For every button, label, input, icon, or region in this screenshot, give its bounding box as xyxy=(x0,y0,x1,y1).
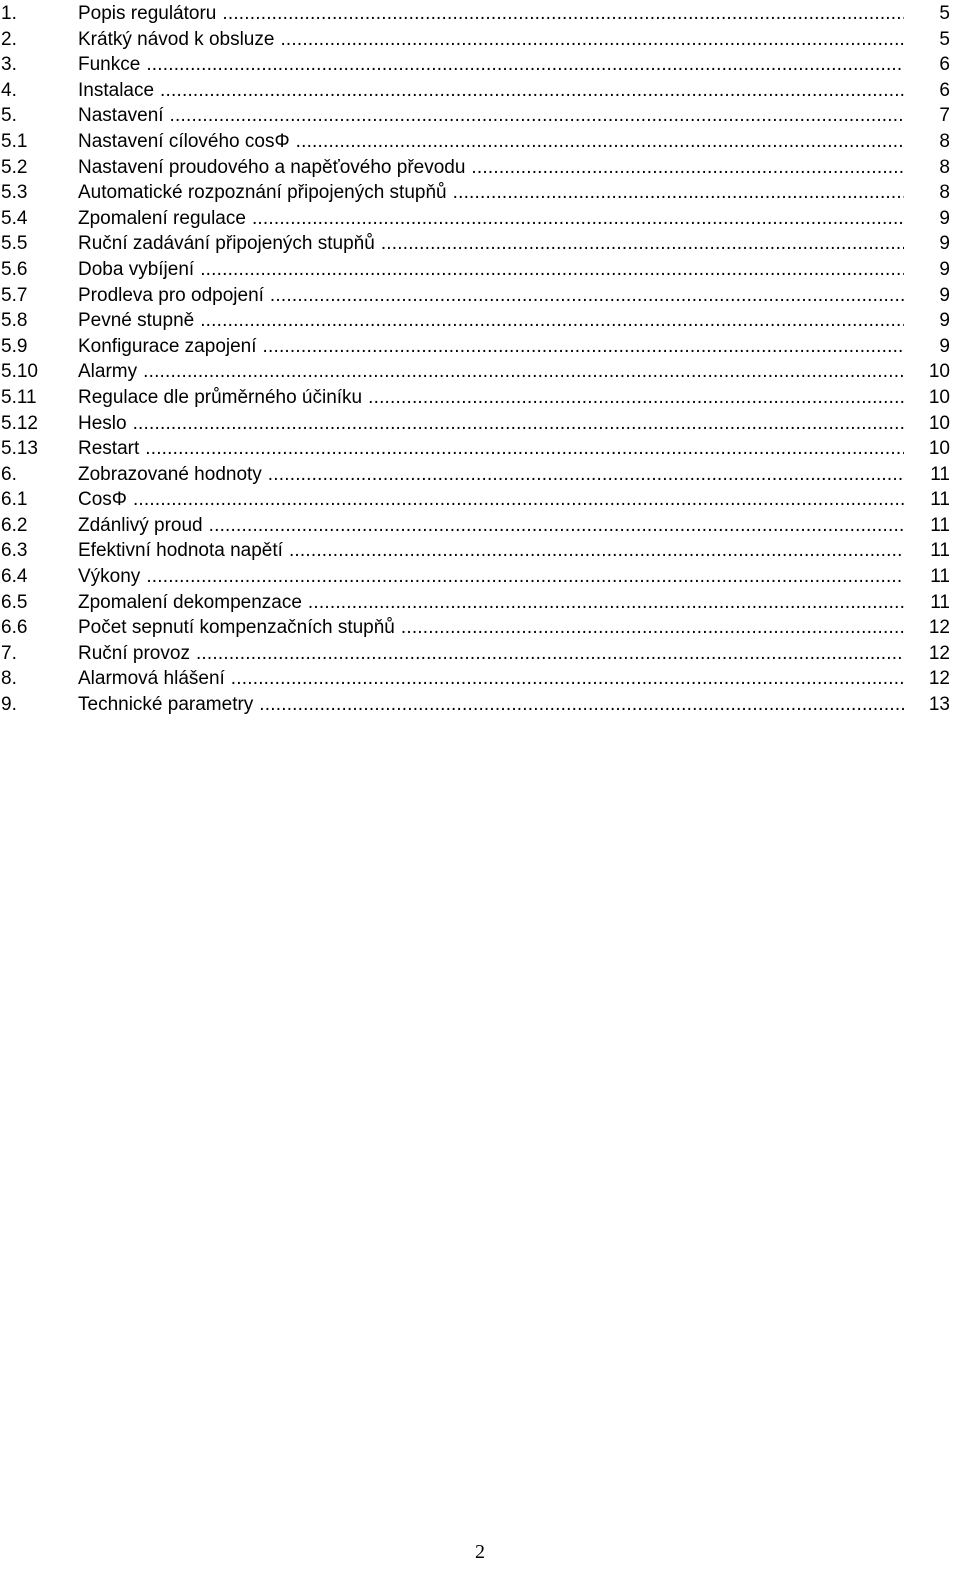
toc-entry-title: Technické parametry xyxy=(78,694,259,715)
toc-dot-leader xyxy=(78,283,904,309)
toc-entry[interactable] xyxy=(0,206,950,232)
toc-entry-number: 6.4 xyxy=(1,566,28,588)
toc-entry[interactable] xyxy=(0,359,950,385)
toc-dot-leader xyxy=(78,129,904,155)
toc-entry-title: Krátký návod k obsluze xyxy=(78,29,280,50)
toc-entry-title: Instalace xyxy=(78,80,160,101)
toc-entry-page: 11 xyxy=(930,566,950,588)
toc-entry[interactable] xyxy=(0,436,950,462)
toc-entry[interactable] xyxy=(0,590,950,616)
toc-entry-page: 6 xyxy=(939,54,950,76)
toc-entry-title: Ruční zadávání připojených stupňů xyxy=(78,233,381,254)
toc-entry[interactable] xyxy=(0,52,950,78)
toc-entry-number: 2. xyxy=(1,28,17,50)
toc-entry-page: 10 xyxy=(928,361,950,383)
toc-entry-number: 4. xyxy=(1,79,17,101)
toc-entry-number: 5.1 xyxy=(1,130,28,152)
toc-entry-title: Popis regulátoru xyxy=(78,3,222,24)
toc-dot-leader xyxy=(78,385,904,411)
toc-entry[interactable] xyxy=(0,411,950,437)
toc-dot-leader xyxy=(78,692,904,718)
toc-entry-number: 5.7 xyxy=(1,284,28,306)
toc-entry-title: Nastavení cílového cosΦ xyxy=(78,131,296,152)
toc-dot-leader xyxy=(78,590,904,616)
toc-entry-number: 6.2 xyxy=(1,514,28,536)
toc-entry-number: 5.2 xyxy=(1,156,28,178)
toc-entry-page: 5 xyxy=(939,28,950,50)
toc-entry-title: Počet sepnutí kompenzačních stupňů xyxy=(78,617,401,638)
toc-entry-number: 3. xyxy=(1,54,17,76)
toc-entry[interactable] xyxy=(0,666,950,692)
toc-entry[interactable] xyxy=(0,538,950,564)
toc-entry-number: 6. xyxy=(1,463,17,485)
toc-entry-title: Ruční provoz xyxy=(78,643,196,664)
toc-dot-leader xyxy=(78,103,904,129)
toc-entry[interactable] xyxy=(0,487,950,513)
toc-entry[interactable] xyxy=(0,308,950,334)
toc-entry-number: 5.8 xyxy=(1,310,28,332)
toc-entry-title: Výkony xyxy=(78,566,146,587)
toc-entry-page: 13 xyxy=(928,694,950,716)
toc-entry-title: Nastavení xyxy=(78,105,170,126)
toc-entry[interactable] xyxy=(0,1,950,27)
table-of-contents xyxy=(0,1,950,718)
toc-dot-leader xyxy=(78,27,904,53)
toc-entry-title: Zpomalení regulace xyxy=(78,208,252,229)
toc-dot-leader xyxy=(78,334,904,360)
toc-dot-leader xyxy=(78,231,904,257)
toc-dot-leader xyxy=(78,206,904,232)
toc-entry-page: 8 xyxy=(939,156,950,178)
toc-dot-leader xyxy=(78,564,904,590)
toc-dot-leader xyxy=(78,78,904,104)
toc-entry-number: 6.1 xyxy=(1,489,28,511)
toc-entry[interactable] xyxy=(0,692,950,718)
toc-entry[interactable] xyxy=(0,564,950,590)
toc-dot-leader xyxy=(78,359,904,385)
toc-dot-leader xyxy=(78,308,904,334)
toc-entry-number: 1. xyxy=(1,3,17,24)
toc-entry[interactable] xyxy=(0,78,950,104)
toc-entry[interactable] xyxy=(0,155,950,181)
toc-entry-page: 9 xyxy=(939,284,950,306)
toc-entry-title: Zdánlivý proud xyxy=(78,515,209,536)
toc-entry-page: 7 xyxy=(939,105,950,127)
toc-entry-page: 10 xyxy=(928,412,950,434)
toc-entry-title: Zobrazované hodnoty xyxy=(78,464,268,485)
toc-entry-page: 11 xyxy=(930,489,950,511)
toc-entry-page: 5 xyxy=(939,3,950,24)
toc-entry-page: 9 xyxy=(939,335,950,357)
toc-entry-title: Pevné stupně xyxy=(78,310,200,331)
toc-entry-number: 5.12 xyxy=(1,412,38,434)
toc-entry-title: Konfigurace zapojení xyxy=(78,336,263,357)
toc-entry[interactable] xyxy=(0,334,950,360)
toc-entry-page: 12 xyxy=(928,668,950,690)
toc-entry-title: Automatické rozpoznání připojených stupňů xyxy=(78,182,453,203)
toc-entry-page: 11 xyxy=(930,591,950,613)
toc-dot-leader xyxy=(78,155,904,181)
toc-entry[interactable] xyxy=(0,641,950,667)
toc-entry-page: 10 xyxy=(928,386,950,408)
toc-entry[interactable] xyxy=(0,129,950,155)
toc-entry[interactable] xyxy=(0,27,950,53)
toc-entry-page: 9 xyxy=(939,310,950,332)
toc-entry-number: 5.11 xyxy=(1,386,37,408)
toc-dot-leader xyxy=(78,462,904,488)
toc-entry[interactable] xyxy=(0,180,950,206)
toc-entry-number: 6.3 xyxy=(1,540,28,562)
toc-entry-title: Efektivní hodnota napětí xyxy=(78,540,289,561)
toc-entry[interactable] xyxy=(0,462,950,488)
toc-dot-leader xyxy=(78,257,904,283)
toc-entry-title: Heslo xyxy=(78,413,133,434)
toc-dot-leader xyxy=(78,641,904,667)
toc-entry-number: 5.6 xyxy=(1,258,28,280)
toc-entry[interactable] xyxy=(0,231,950,257)
toc-entry-title: Prodleva pro odpojení xyxy=(78,285,270,306)
toc-entry-number: 6.5 xyxy=(1,591,28,613)
toc-entry-title: Nastavení proudového a napěťového převodu xyxy=(78,157,471,178)
toc-dot-leader xyxy=(78,436,904,462)
toc-dot-leader xyxy=(78,666,904,692)
toc-dot-leader xyxy=(78,52,904,78)
toc-entry-number: 8. xyxy=(1,668,17,690)
toc-entry-page: 11 xyxy=(930,463,950,485)
toc-entry-page: 8 xyxy=(939,182,950,204)
toc-entry[interactable] xyxy=(0,615,950,641)
toc-entry-page: 10 xyxy=(928,438,950,460)
toc-entry-number: 5.5 xyxy=(1,233,28,255)
toc-entry-page: 11 xyxy=(930,540,950,562)
toc-entry-title: Regulace dle průměrného účiníku xyxy=(78,387,368,408)
toc-entry-title: Restart xyxy=(78,438,145,459)
toc-dot-leader xyxy=(78,513,904,539)
toc-entry-title: Alarmová hlášení xyxy=(78,668,231,689)
toc-entry-page: 9 xyxy=(939,258,950,280)
toc-entry-page: 9 xyxy=(939,207,950,229)
toc-dot-leader xyxy=(78,487,904,513)
toc-entry-title: CosΦ xyxy=(78,489,133,510)
toc-entry-number: 6.6 xyxy=(1,617,28,639)
toc-entry-number: 5. xyxy=(1,105,17,127)
toc-entry-page: 8 xyxy=(939,130,950,152)
toc-entry[interactable] xyxy=(0,283,950,309)
toc-entry-number: 9. xyxy=(1,694,17,716)
toc-entry-number: 7. xyxy=(1,642,17,664)
toc-entry-number: 5.9 xyxy=(1,335,28,357)
toc-entry-number: 5.3 xyxy=(1,182,28,204)
toc-entry[interactable] xyxy=(0,257,950,283)
toc-entry-title: Zpomalení dekompenzace xyxy=(78,592,308,613)
toc-entry-number: 5.13 xyxy=(1,438,38,460)
toc-dot-leader xyxy=(78,538,904,564)
toc-entry-title: Doba vybíjení xyxy=(78,259,200,280)
toc-entry[interactable] xyxy=(0,385,950,411)
toc-entry[interactable] xyxy=(0,103,950,129)
toc-entry-number: 5.10 xyxy=(1,361,38,383)
toc-entry-page: 9 xyxy=(939,233,950,255)
toc-entry-title: Alarmy xyxy=(78,361,143,382)
toc-entry-page: 12 xyxy=(928,617,950,639)
toc-entry[interactable] xyxy=(0,513,950,539)
toc-entry-number: 5.4 xyxy=(1,207,28,229)
toc-entry-page: 6 xyxy=(939,79,950,101)
toc-dot-leader xyxy=(78,1,904,27)
toc-dot-leader xyxy=(78,180,904,206)
toc-entry-title: Funkce xyxy=(78,54,146,75)
toc-entry-page: 12 xyxy=(928,642,950,664)
page-number: 2 xyxy=(475,1541,485,1563)
toc-dot-leader xyxy=(78,615,904,641)
toc-dot-leader xyxy=(78,411,904,437)
toc-entry-page: 11 xyxy=(930,514,950,536)
